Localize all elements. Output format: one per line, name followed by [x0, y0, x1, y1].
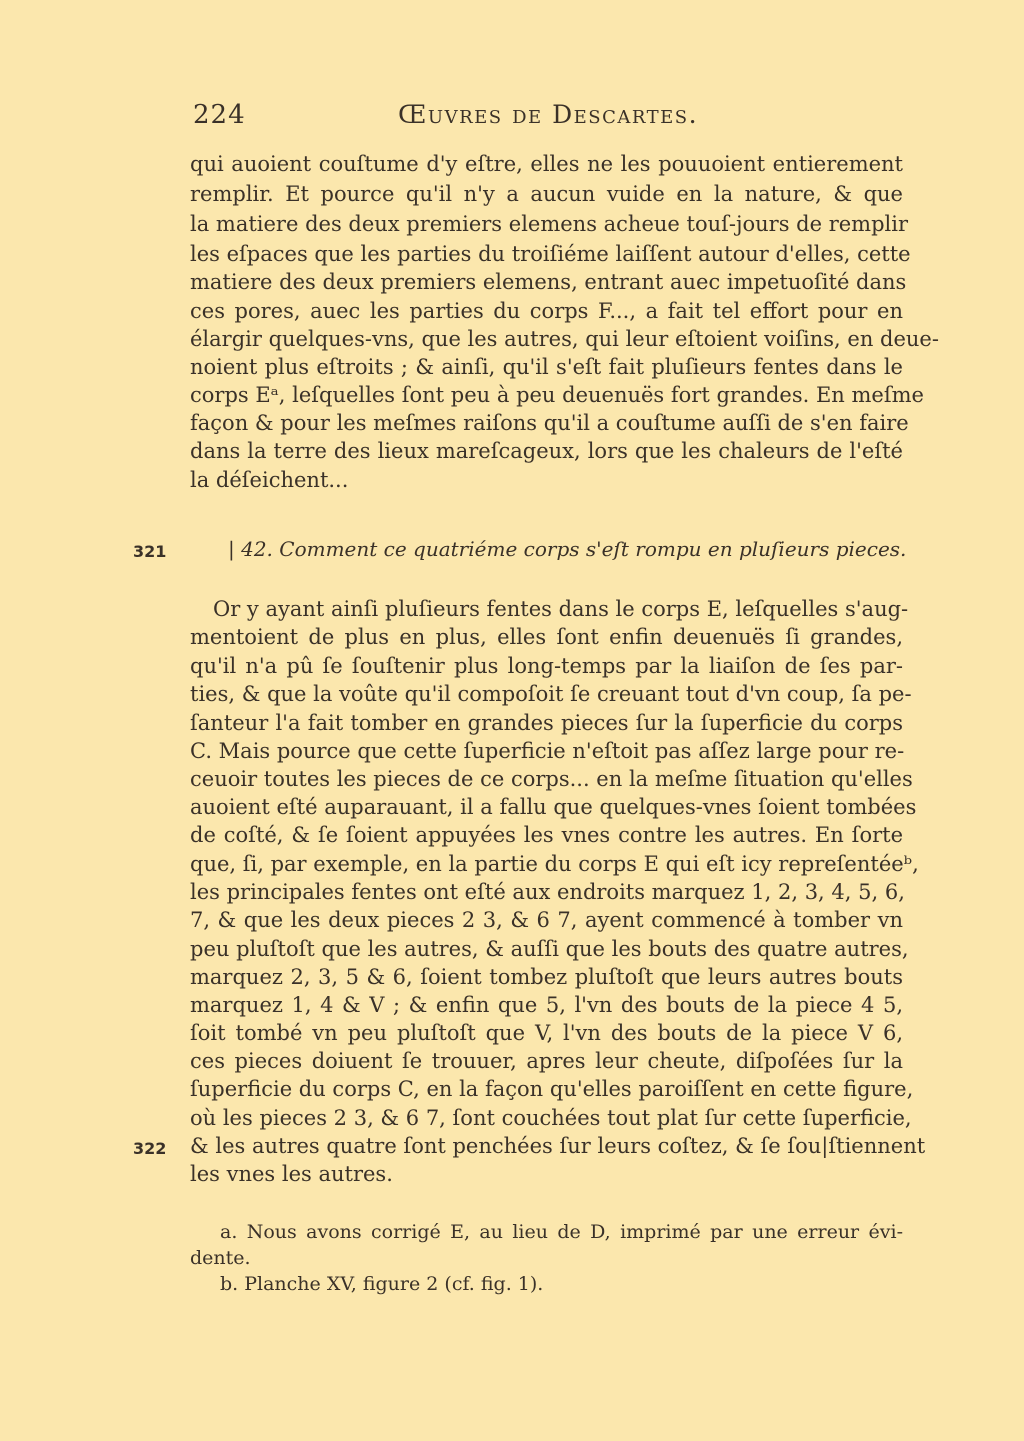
text-line: où les pieces 2 3, & 6 7, ſont couchées tout plat ſur cette ſuperficie,: [190, 1106, 912, 1130]
text-line: les principales fentes ont eſté aux endroits marquez 1, 2, 3, 4, 5, 6,: [190, 880, 905, 904]
text-line: ſuperficie du corps C, en la façon qu'elles paroiſſent en cette figure,: [190, 1077, 914, 1101]
page-header: [193, 100, 903, 136]
text-line: ceuoir toutes les pieces de ce corps... en la meſme ſituation qu'elles: [190, 767, 913, 791]
text-line: qu'il n'a pû ſe ſouſtenir plus long-temps par la liaiſon de ſes par-: [190, 654, 903, 678]
text-line: ties, & que la voûte qu'il compoſoit ſe creuant tout d'vn coup, ſa pe-: [190, 682, 912, 706]
text-line: auoient eſté auparauant, il a fallu que quelques-vnes ſoient tombées: [190, 795, 917, 819]
text-line: la matiere des deux premiers elemens acheue touſ-jours de remplir: [190, 212, 908, 236]
text-line: corps Eᵃ, leſquelles ſont peu à peu deuenuës fort grandes. En meſme: [190, 383, 924, 407]
text-line: mentoient de plus en plus, elles ſont enfin deuenuës ſi grandes,: [190, 625, 903, 649]
footnote-line: dente.: [190, 1247, 251, 1269]
text-line: C. Mais pource que cette ſuperficie n'eſtoit pas aſſez large pour re-: [190, 739, 905, 763]
text-line: noient plus eſtroits ; & ainſi, qu'il s'eſt fait pluſieurs fentes dans le: [190, 355, 903, 379]
text-line: & les autres quatre ſont penchées ſur leurs coſtez, & ſe ſou|ſtiennent: [190, 1134, 926, 1158]
running-title: Œuvres de Descartes.: [398, 100, 699, 129]
text-line: ces pieces doiuent ſe trouuer, apres leur cheute, diſpoſées ſur la: [190, 1049, 903, 1073]
text-line: la déſeichent...: [190, 468, 349, 492]
margin-page-number: 321: [133, 542, 167, 561]
text-line: marquez 2, 3, 5 & 6, ſoient tombez pluſtoſt que leurs autres bouts: [190, 965, 903, 989]
footnote-line: a. Nous avons corrigé E, au lieu de D, imprimé par une erreur évi-: [220, 1221, 903, 1243]
section-heading: | 42. Comment ce quatriéme corps s'eſt rompu en pluſieurs pieces.: [228, 537, 907, 561]
text-line: ſanteur l'a fait tomber en grandes pieces ſur la ſuperficie du corps: [190, 711, 903, 735]
margin-page-number: 322: [133, 1139, 167, 1158]
text-line: peu pluſtoſt que les autres, & auſſi que les bouts des quatre autres,: [190, 937, 909, 961]
text-line: marquez 1, 4 & V ; & enfin que 5, l'vn des bouts de la piece 4 5,: [190, 993, 903, 1017]
text-line: élargir quelques-vns, que les autres, qui leur eſtoient voiſins, en deue-: [190, 327, 939, 351]
text-line: ſoit tombé vn peu pluſtoſt que V, l'vn des bouts de la piece V 6,: [190, 1021, 903, 1045]
text-line: dans la terre des lieux mareſcageux, lors que les chaleurs de l'eſté: [190, 439, 903, 463]
text-line: les eſpaces que les parties du troiſiéme laiſſent autour d'elles, cette: [190, 242, 911, 266]
page-number: 224: [193, 100, 246, 130]
footnote-line: b. Planche XV, figure 2 (cf. fig. 1).: [220, 1273, 544, 1295]
text-line: qui auoient couſtume d'y eſtre, elles ne les pouuoient entierement: [190, 152, 903, 176]
text-line: 7, & que les deux pieces 2 3, & 6 7, ayent commencé à tomber vn: [190, 908, 903, 932]
text-line: que, ſi, par exemple, en la partie du corps E qui eſt icy repreſentéeᵇ,: [190, 852, 919, 876]
text-line: remplir. Et pource qu'il n'y a aucun vuide en la nature, & que: [190, 182, 903, 206]
text-line: Or y ayant ainſi pluſieurs fentes dans le corps E, leſquelles s'aug-: [213, 597, 909, 621]
text-line: matiere des deux premiers elemens, entrant auec impetuoſité dans: [190, 270, 907, 294]
text-line: ces pores, auec les parties du corps F..., a fait tel effort pour en: [190, 299, 903, 323]
text-line: façon & pour les meſmes raiſons qu'il a couſtume auſſi de s'en faire: [190, 411, 909, 435]
text-line: de coſté, & ſe ſoient appuyées les vnes contre les autres. En ſorte: [190, 823, 903, 847]
text-line: les vnes les autres.: [190, 1162, 393, 1186]
